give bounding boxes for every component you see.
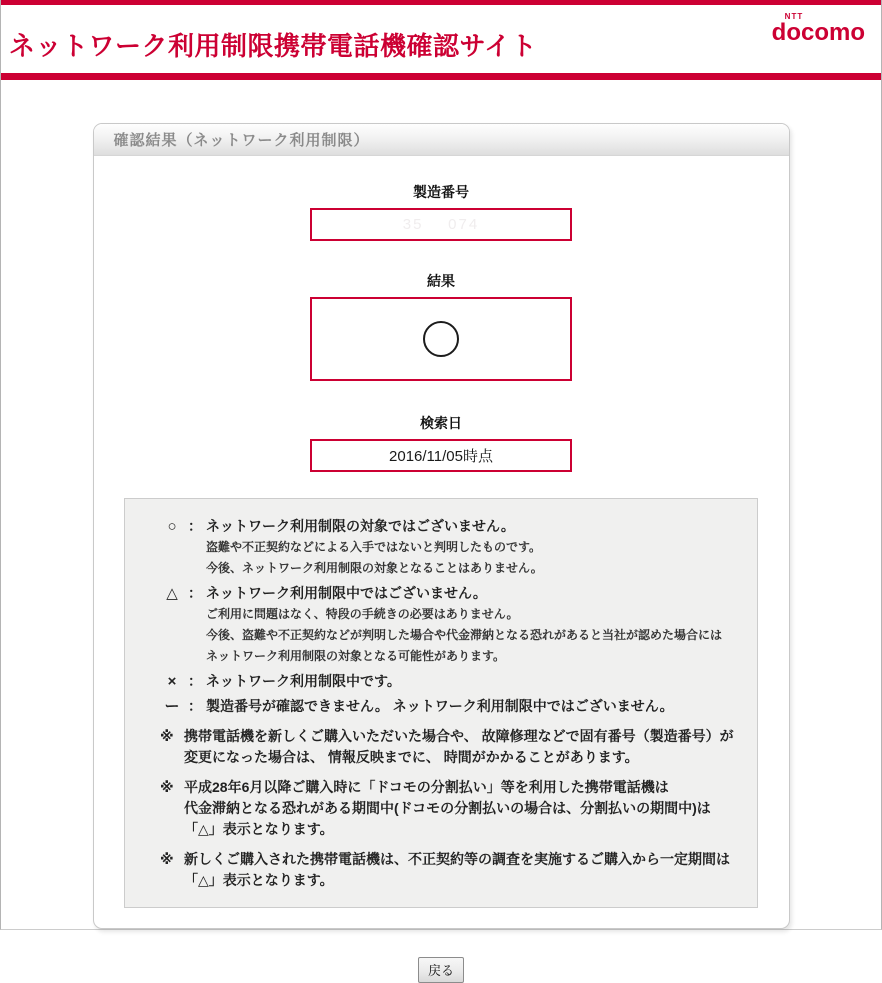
legend-note-1: [147, 726, 739, 768]
serial-label: 製造番号: [413, 184, 469, 200]
note-line: 「△」表示となります。: [184, 821, 334, 837]
result-label: 結果: [427, 273, 455, 289]
legend-colon: ：: [188, 518, 202, 534]
header-divider-bar: [1, 73, 881, 80]
docomo-logo: [772, 13, 865, 45]
date-field: [94, 413, 789, 472]
legend-sub-line: ご利用に問題はなく、特段の手続きの必要はありません。: [206, 607, 519, 621]
panel-body: [94, 156, 789, 928]
serial-value: 35 074: [402, 216, 480, 233]
docomo-logo-text: docomo: [771, 19, 865, 46]
legend-symbol-cross: ×: [167, 673, 177, 690]
legend-main-text: ネットワーク利用制限中です。: [206, 673, 401, 689]
legend-colon: ：: [188, 585, 202, 601]
legend-item-triangle: [147, 583, 739, 667]
result-field: [94, 271, 789, 381]
footer: [1, 957, 881, 983]
legend-main-text: ネットワーク利用制限中ではございません。: [206, 585, 487, 601]
legend-sub-line: 今後、ネットワーク利用制限の対象となることはありません。: [206, 561, 543, 575]
legend-item-dash: [147, 696, 739, 717]
serial-field: [94, 182, 789, 241]
legend-sub-line: ネットワーク利用制限の対象となる可能性があります。: [206, 649, 506, 663]
legend-note-3: [147, 849, 739, 891]
legend-note-2: [147, 777, 739, 840]
legend-symbol-triangle: △: [166, 585, 178, 602]
legend-sub-line: 盗難や不正契約などによる入手ではないと判明したものです。: [206, 540, 542, 554]
panel-title: 確認結果（ネットワーク利用制限）: [113, 132, 370, 149]
note-marker-icon: ※: [160, 851, 174, 867]
legend-symbol-dash: ー: [164, 698, 180, 715]
legend-colon: ：: [188, 698, 202, 714]
legend-symbol-circle: ○: [167, 518, 177, 535]
ntt-logo-text: NTT: [784, 12, 804, 21]
legend-item-cross: [147, 671, 739, 692]
legend-box: [124, 498, 758, 908]
panel-header: [94, 124, 789, 156]
serial-value-box: [310, 208, 572, 241]
note-line: 「△」表示となります。: [184, 872, 334, 888]
legend-item-circle: [147, 516, 739, 579]
date-value-box: [310, 439, 572, 472]
date-label: 検索日: [420, 415, 462, 431]
note-line: 代金滞納となる恐れがある期間中(ドコモの分割払いの場合は、分割払いの期間中)は: [184, 800, 711, 816]
note-line: 変更になった場合は、 情報反映までに、 時間がかかることがあります。: [184, 749, 639, 765]
legend-main-text: ネットワーク利用制限の対象ではございません。: [206, 518, 515, 534]
main-content: [1, 80, 881, 983]
result-panel: [93, 123, 790, 929]
note-marker-icon: ※: [160, 728, 174, 744]
note-line: 新しくご購入された携帯電話機は、不正契約等の調査を実施するご購入から一定期間は: [184, 851, 730, 867]
legend-sub-line: 今後、盗難や不正契約などが判明した場合や代金滞納となる恐れがあると当社が認めた場合には: [206, 628, 723, 642]
legend-colon: ：: [188, 673, 202, 689]
legend-main-text: 製造番号が確認できません。 ネットワーク利用制限中ではございません。: [206, 698, 674, 714]
note-line: 携帯電話機を新しくご購入いただいた場合や、 故障修理などで固有番号（製造番号）が: [184, 728, 734, 744]
site-title: ネットワーク利用制限携帯電話機確認サイト: [9, 31, 538, 61]
back-button[interactable]: 戻る: [418, 957, 464, 983]
site-header: [1, 5, 881, 73]
result-circle-symbol: [423, 321, 459, 357]
note-line: 平成28年6月以降ご購入時に「ドコモの分割払い」等を利用した携帯電話機は: [184, 779, 669, 795]
date-value: 2016/11/05時点: [389, 448, 493, 465]
result-value-box: [310, 297, 572, 381]
note-marker-icon: ※: [160, 779, 174, 795]
